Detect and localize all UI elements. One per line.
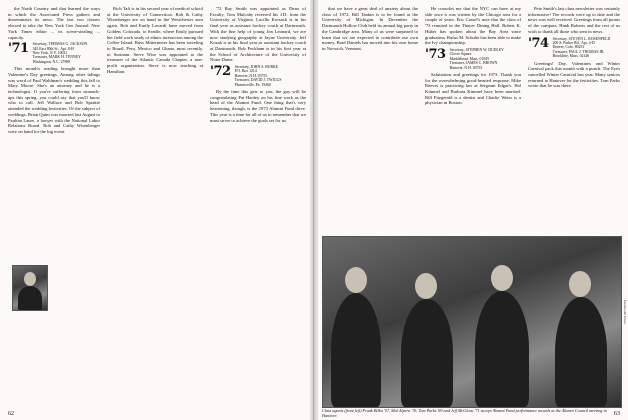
treasurer-name: Treasurer, PAUL J. THOMAS JR. xyxy=(552,49,605,54)
class-officers xyxy=(33,42,88,64)
secretary-city: Denver, Colo. 80231 xyxy=(552,45,585,50)
column-text: He consoles me that the NYC can have at my side once it was written by the Chicago area for a couple of years. Eric Cassel's note that the class of '73 reunited in the Thayer Dining Hall. Robert K. Huber has spoken about the Bay Area since graduation. Rufus M. Schulte has been able to make the Ivy championship. xyxy=(425,6,521,46)
page-number: 62 xyxy=(8,411,14,417)
right-column-3 xyxy=(528,6,620,232)
column-text: Salutations and greetings for 1973. Thank you for the overwhelming good-hearted response. Mike Reeves is practicing law at Sergeant Edgar's. Hal Kimmel and Barbara Kimmel have been married. Bill Fitzgerald is a dentist and Charlie Weiss is a physician in Boston. xyxy=(425,71,521,106)
class-year: '73 xyxy=(425,46,446,62)
column-text: '72 Ray Smith was appointed as Dean of Faculty. Tom Mulcahy received his J.D. from the University of Virginia. Lucille Kossack is in his final year as assistant hockey coach at Dartmouth. With the fine help of young Jon Leonard, we are now studying geography at Jayne University. Jeff Kozak is in his final year as assistant hockey coach at Dartmouth. Bob Peckham is in his first year at the School of Architecture of the University of Notre Dame. xyxy=(210,6,306,63)
treasurer-name: Treasurer, JAMES C. BROWN xyxy=(449,61,498,66)
left-column-2 xyxy=(107,6,203,406)
right-column-1 xyxy=(322,6,418,232)
class-year: '71 xyxy=(8,41,29,57)
treasurer-address: Hanover, N.H. 03755 xyxy=(449,65,483,70)
secretary-city: Hanover, N.H. 03755 xyxy=(234,73,268,78)
right-column-2 xyxy=(425,6,521,232)
column-text: Greetings! Day, Valentines and Winter Carnival pack this month with a punch. The Eyes cancelled Winter Carnival last year. Many seniors returned to Hanover for the festivities. Tom Parks wrote that he was there. xyxy=(528,60,620,89)
column-text: This month's reading brought more than Valentine's Day greetings. Among other tidings was word of Paul Waldman's wedding this fall to Mary Moore. She's an attorney and he is a technologist. If you're suffering from stomach-ups this spring, you could say that you'll know who to call. Jeff Wallace and Rob Sprakie attended the wedding festivities. Of the subject of weddings, Brian Quint was married last August to Paulina Laure, a lawyer with the National Labor Relations Board. Rob and Cathy Wisenberger were on hand for the big event. xyxy=(8,66,100,134)
secretary-address: 200 S. Parker Rd., Apt. 4-D xyxy=(552,40,595,45)
class-year: '74 xyxy=(528,35,549,51)
photo-credit: Dartmouth Photo xyxy=(623,300,627,325)
treasurer-name: Treasurer, MARK H. TENNEY xyxy=(32,55,81,60)
secretary-address: P.O. Box 1214 xyxy=(234,69,257,74)
right-page xyxy=(314,0,628,420)
class-header-74 xyxy=(528,37,620,59)
treasurer-address: Brookline, Mass. 02146 xyxy=(552,54,590,59)
page-gutter xyxy=(310,0,318,420)
secretary-city: Marblehead, Mass. 01945 xyxy=(449,56,490,61)
class-year: '72 xyxy=(210,64,231,80)
treasurer-address: Washington, N.C. 27889 xyxy=(32,59,71,64)
secretary-name: Secretary, THOMAS G. JACKSON xyxy=(32,42,88,47)
column-text: the North Country and that learned the ways in which the Associated Press gathers and disseminates its news. The last two classes elected to take the New York Geo Journal. New York Times editor ... its scene-stealing ... capacity. xyxy=(8,6,100,40)
group-photo xyxy=(322,236,622,408)
column-text: that we have a great deal of anxiety about the class of 1972. Bill Tankin is to be found at the University of Michigan. In December the Dartmouth Hollow Club held its annual big party in the Cambridge area. Many of us were surprised to learn that we are expected to contribute our own money. Brad Daniels has moved into his own home in Norwich, Vermont. xyxy=(322,6,418,51)
class-officers xyxy=(553,37,611,59)
portrait-photo xyxy=(12,265,48,311)
treasurer-address: Phoenixville, Pa. 19460 xyxy=(234,82,271,87)
column-text: Rich Taft is in his second year of medical school at the University of Connecticut. Rob & Cathy Wisenberger are on hand in the Westchester area again. Rob and Emily Lavardi have moved from Golden, Colorado, to Seattle, where Emily pursued her field work study of ethnic interaction among the Coffee Island. Russ Mittermeier has been traveling to Brazil, Peru, Mexico and Ghana, most recently, in Surinam. Steve Wise was appointed to the treasurer of the Atlantic Canada Chapter, a non-profit organization. Steve is now teaching at Hamilton. xyxy=(107,6,203,74)
class-officers xyxy=(235,65,282,87)
secretary-name: Secretary, STEPHEN W. DUDLEY xyxy=(449,47,504,52)
class-officers xyxy=(450,48,504,70)
secretary-address: Clover Square xyxy=(449,52,472,57)
class-header-73 xyxy=(425,48,521,70)
secretary-name: Secretary, JOHN S. BURKE xyxy=(234,65,279,70)
page-number: 63 xyxy=(614,411,620,417)
class-header-72 xyxy=(210,65,306,87)
left-column-1 xyxy=(8,6,100,406)
left-column-3 xyxy=(210,6,306,406)
photo-caption: Class agents (front left) Frank Bilbo '57, Mal Alpern '76, Tom Parks '69 and Jeff McGlone '71 accept Alumni Fund performance awards at the Alumni Council meeting in Hanover. xyxy=(322,408,607,418)
column-text: By the time this gets to you, the guy will be congratulating Pat Hanley on his fine work as the head of the Alumni Fund. One thing that's very heartening, though, is the 1973 Alumni Fund drive. This year is a time for all of us to remember that we must strive to achieve the goals set for us. xyxy=(210,89,306,123)
treasurer-name: Treasurer, DAVID J. TWIGGS xyxy=(234,78,282,83)
column-text: Pete Smith's last class newsletter was certainly informative! The records were up to date and the news was well received. Greetings from all points of the compass. Hank Roberts and the rest of us wish to thank all those who sent in news. xyxy=(528,6,620,34)
secretary-city: New York, N.Y. 10021 xyxy=(32,51,68,56)
secretary-name: Secretary, STEVEN L. ROSENFELD xyxy=(552,36,611,41)
secretary-address: 345 East 80th St., Apt. 8-H xyxy=(32,46,74,51)
class-header-71 xyxy=(8,42,100,64)
